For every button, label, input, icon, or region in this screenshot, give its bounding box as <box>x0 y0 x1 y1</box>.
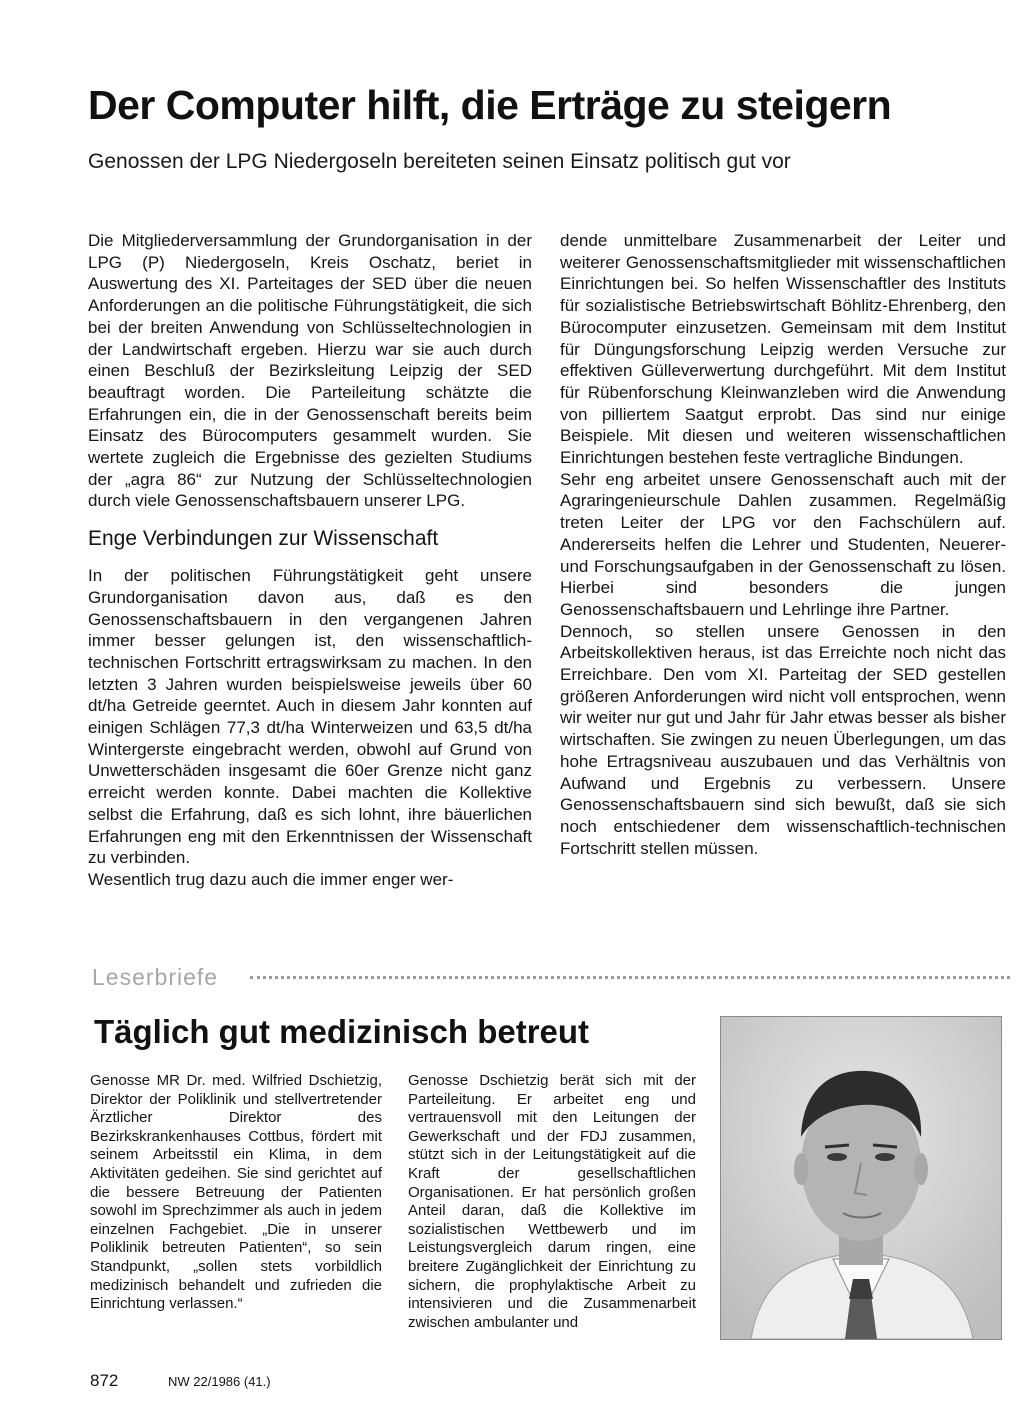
body-paragraph: Genosse MR Dr. med. Wilfried Dschietzig, Direktor der Poliklinik und stellvertretender Ärztlicher Direktor des Bezirkskrankenhauses Cottbus, fördert mit seinem Arbeitsstil ein Klima, in dem Aktivitäten gedeihen. Sie sind gerichtet auf die bessere Betreuung der Patienten sowohl im Sprechzimmer als auch in jedem einzelnen Fachgebiet. „Die in unserer Poliklinik betreuten Patienten“, so sein Standpunkt, „sollen stets vorbildlich medizinisch behandelt und zufrieden die Einrichtung verlassen.“ <box>90 1072 382 1313</box>
body-paragraph: Genosse Dschietzig berät sich mit der Parteileitung. Er arbeitet eng und vertrauensvoll mit den Leitungen der Gewerkschaft und der FDJ zusammen, stützt sich in der Leitungstätigkeit auf die Kraft der gesellschaftlichen Organisationen. Er hat persönlich großen Anteil daran, daß die Kollektive im sozialistischen Wettbewerb und im Leistungsvergleich darum ringen, eine breitere Zugänglichkeit der Einrichtung zu sichern, die prophylaktische Arbeit zu intensivieren und die Zusammenarbeit zwischen ambulanter und <box>408 1072 696 1331</box>
letter-column-right <box>408 1072 696 1332</box>
letter-column-left <box>90 1072 382 1314</box>
section-label: Leserbriefe <box>92 964 219 990</box>
letter-title: Täglich gut medizinisch betreut <box>94 1013 590 1050</box>
body-paragraph: dende unmittelbare Zusammenarbeit der Leiter und weiterer Genossenschaftsmitglieder mit wissenschaftlichen Einrichtungen bei. So helfen Wissenschaftler des Instituts für sozialistische Betriebswirtschaft Böhlitz-Ehrenberg, den Bürocomputer einzusetzen. Gemeinsam mit dem Institut für Düngungsforschung Leipzig werden Versuche zur effektiven Gülleverwertung durchgeführt. Mit dem Institut für Rübenforschung Kleinwanzleben wird die Anwendung von pilliertem Saatgut erprobt. Das sind nur einige Beispiele. Mit diesen und weiteren wissenschaftlichen Einrichtungen bestehen feste vertragliche Bindungen. <box>560 231 1006 468</box>
body-paragraph: Sehr eng arbeitet unsere Genossenschaft auch mit der Agraringenieurschule Dahlen zusammen. Regelmäßig treten Leiter der LPG vor den Fachschülern auf. Andererseits helfen die Lehrer und Studenten, Neuerer- und Forschungsaufgaben in der Genossenschaft zu lösen. Hierbei sind besonders die jungen Genossenschaftsbauern und Lehrlinge ihre Partner. <box>560 469 1006 619</box>
article-subtitle: Genossen der LPG Niedergoseln bereiteten seinen Einsatz politisch gut vor <box>88 150 791 173</box>
body-paragraph: Wesentlich trug dazu auch die immer enger wer- <box>88 869 454 889</box>
article-column-right <box>560 230 1006 859</box>
body-paragraph: In der politischen Führungstätigkeit geht unsere Grundorganisation davon aus, daß es den Genossenschaftsbauern in den vergangenen Jahren immer besser gelungen ist, den wissenschaftlich-technischen Fortschritt ertragswirksam zu machen. In den letzten 3 Jahren wurden beispielsweise jeweils über 60 dt/ha Getreide geerntet. Auch in diesem Jahr konnten auf einigen Schlägen 77,3 dt/ha Winterweizen und 63,5 dt/ha Wintergerste eingebracht werden, obwohl auf Grund von Unwetterschäden insgesamt die 60er Grenze nicht ganz erreicht werden konnte. Dabei machten die Kollektive selbst die Erfahrung, daß es sich lohnt, ihre bäuerlichen Erfahrungen eng mit den Erkenntnissen der Wissenschaft zu verbinden. <box>88 566 532 868</box>
page-number: 872 <box>90 1371 119 1390</box>
portrait-photo <box>720 1016 1002 1340</box>
article-title: Der Computer hilft, die Erträge zu steigern <box>88 82 892 128</box>
section-divider <box>250 976 1010 979</box>
portrait-image <box>721 1017 1001 1339</box>
article-column-left <box>88 230 532 891</box>
body-paragraph: Dennoch, so stellen unsere Genossen in den Arbeitskollektiven heraus, ist das Erreichte noch nicht das Erreichbare. Den vom XI. Parteitag der SED gestellen größeren Anforderungen wird nicht voll entsprochen, wenn wir weiter nur gut und Jahr für Jahr etwas besser als bisher wirtschaften. Sie zwingen zu neuen Überlegungen, um das hohe Ertragsniveau auszubauen und das Verhältnis von Aufwand und Ergebnis zu verbessern. Unsere Genossenschaftsbauern sind sich bewußt, daß sie sich noch entschiedener dem wissenschaftlich-technischen Fortschritt stellen müssen. <box>560 621 1006 858</box>
issue-reference: NW 22/1986 (41.) <box>168 1374 271 1389</box>
section-subheading: Enge Verbindungen zur Wissenschaft <box>88 527 439 551</box>
body-paragraph: Die Mitgliederversammlung der Grundorganisation in der LPG (P) Niedergoseln, Kreis Oschatz, beriet in Auswertung des XI. Parteitages der SED über die neuen Anforderungen an die politische Führungstätigkeit, die sich bei der breiten Anwendung von Schlüsseltechnologien in der Landwirtschaft ergeben. Hierzu war sie auch durch einen Beschluß der Bezirksleitung Leipzig der SED beauftragt worden. Die Parteileitung schätzte die Erfahrungen ein, die in der Genossenschaft bereits beim Einsatz des Bürocomputers gesammelt wurden. Sie wertete zugleich die Ergebnisse des gezielten Studiums der „agra 86“ zur Nutzung der Schlüsseltechnologien durch viele Genossenschaftsbauern unserer LPG. <box>88 231 532 511</box>
